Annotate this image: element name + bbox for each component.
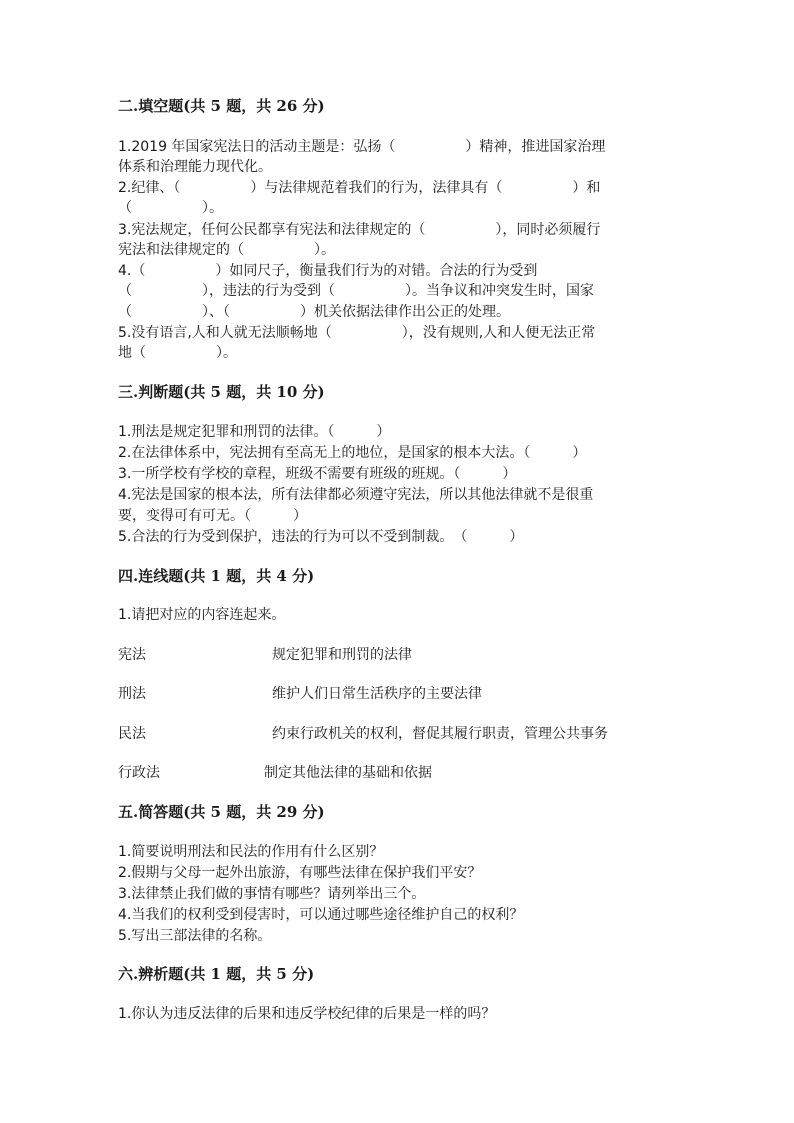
question-line: 1.刑法是规定犯罪和刑罚的法律。（ ）: [118, 424, 391, 440]
question-line: 5.写出三部法律的名称。: [118, 928, 272, 944]
question-line: 1.你认为违反法律的后果和违反学校纪律的后果是一样的吗？: [118, 1006, 496, 1022]
question-line: 5.合法的行为受到保护，违法的行为可以不受到制裁。 （ ）: [118, 529, 524, 545]
question-line: 5.没有语言,人和人就无法顺畅地（ ），没有规则,人和人便无法正常: [118, 325, 596, 341]
matching-left-item: 行政法: [118, 765, 160, 781]
question-line: 1.简要说明刑法和民法的作用有什么区别？: [118, 844, 384, 860]
question-line: 4.当我们的权利受到侵害时，可以通过哪些途径维护自己的权利？: [118, 907, 524, 923]
question-line: 2.在法律体系中，宪法拥有至高无上的地位，是国家的根本大法。（ ）: [118, 445, 587, 461]
question-line: 要，变得可有可无。（ ）: [118, 508, 307, 524]
question-line: 宪法和法律规定的（ ）。: [118, 242, 335, 258]
question-line: （ ）、（ ）机关依据法律作出公正的处理。: [118, 304, 510, 320]
section-title-short-answer: 五.简答题(共 5 题，共 29 分): [118, 803, 325, 821]
question-line: 1.2019 年国家宪法日的活动主题是：弘扬（ ）精神，推进国家治理: [118, 139, 606, 155]
matching-left-item: 刑法: [118, 686, 146, 702]
matching-right-item: 维护人们日常生活秩序的主要法律: [272, 686, 482, 702]
question-line: 3.宪法规定，任何公民都享有宪法和法律规定的（ ），同时必须履行: [118, 222, 601, 238]
question-line: 4.（ ）如同尺子，衡量我们行为的对错。合法的行为受到: [118, 263, 538, 279]
question-line: 地（ ）。: [118, 345, 237, 361]
question-line: 体系和治理能力现代化。: [118, 159, 272, 175]
section-title-fill-blank: 二.填空题(共 5 题，共 26 分): [118, 97, 325, 115]
question-line: 3.法律禁止我们做的事情有哪些？请列举出三个。: [118, 886, 426, 902]
section-title-true-false: 三.判断题(共 5 题，共 10 分): [118, 383, 325, 401]
matching-prompt: 1.请把对应的内容连起来。: [118, 607, 286, 623]
section-title-analysis: 六.辨析题(共 1 题，共 5 分): [118, 965, 315, 983]
question-line: 4.宪法是国家的根本法，所有法律都必须遵守宪法，所以其他法律就不是很重: [118, 487, 594, 503]
section-title-matching: 四.连线题(共 1 题，共 4 分): [118, 567, 315, 585]
matching-right-item: 约束行政机关的权利，督促其履行职责，管理公共事务: [272, 726, 608, 742]
matching-left-item: 民法: [118, 726, 146, 742]
matching-right-item: 制定其他法律的基础和依据: [264, 765, 432, 781]
matching-left-item: 宪法: [118, 647, 146, 663]
question-line: 2.假期与父母一起外出旅游，有哪些法律在保护我们平安？: [118, 865, 482, 881]
question-line: （ ），违法的行为受到（ ）。当争议和冲突发生时，国家: [118, 283, 594, 299]
question-line: （ ）。: [118, 200, 223, 216]
question-line: 3.一所学校有学校的章程，班级不需要有班级的班规。（ ）: [118, 466, 517, 482]
question-line: 2.纪律、（ ）与法律规范着我们的行为，法律具有（ ）和: [118, 180, 601, 196]
matching-right-item: 规定犯罪和刑罚的法律: [272, 647, 412, 663]
